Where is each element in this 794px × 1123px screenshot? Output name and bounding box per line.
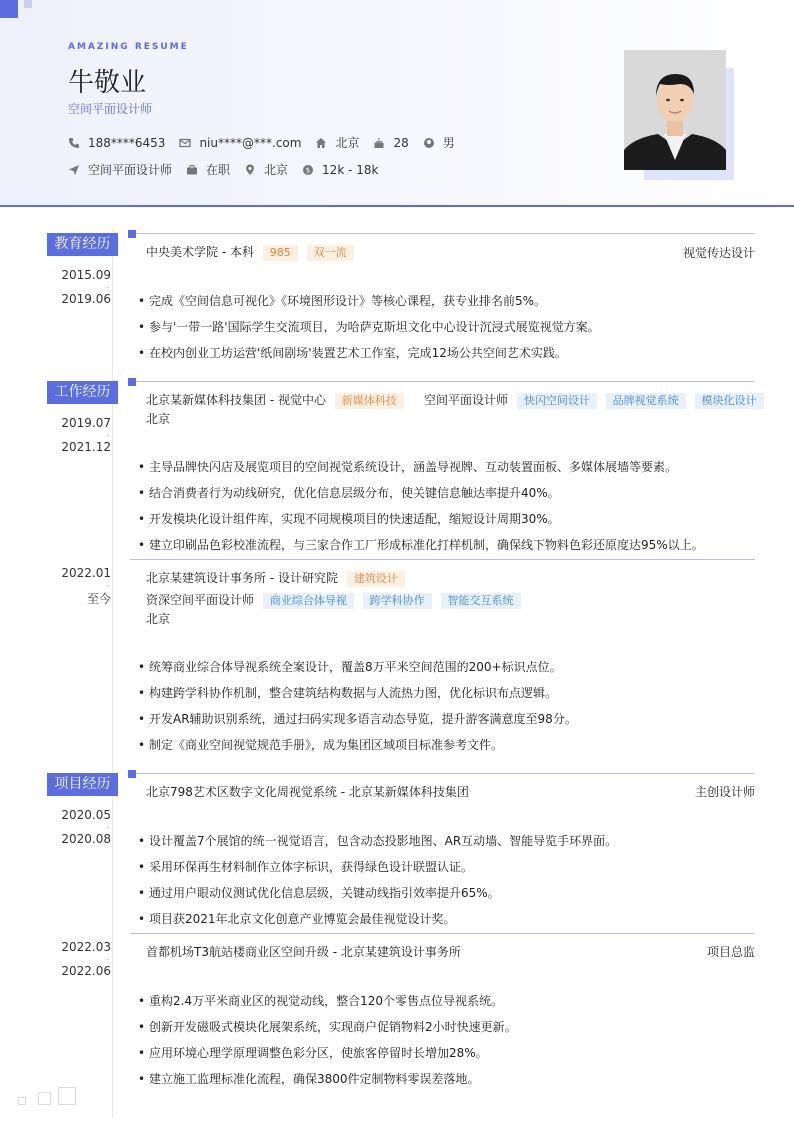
project-bullet: • 应用环境心理学原理调整色彩分区，使旅客停留时长增加28%。 xyxy=(138,1044,488,1061)
gender-icon xyxy=(423,137,435,149)
project-name: 北京798艺术区数字文化周视觉系统 - 北京某新媒体科技集团 xyxy=(146,785,469,799)
work-role-tag: 商业综合体导视 xyxy=(263,593,354,609)
item-divider xyxy=(130,559,755,560)
section-divider xyxy=(130,381,755,382)
city-text: 北京 xyxy=(335,136,360,150)
section-marker xyxy=(128,378,136,386)
age-text: 28 xyxy=(393,135,409,150)
work-company: 北京某新媒体科技集团 - 视觉中心 xyxy=(146,393,326,407)
brand-label: AMAZING RESUME xyxy=(68,42,189,52)
item-divider xyxy=(130,933,755,934)
edu-tag: 双一流 xyxy=(307,245,354,261)
edu-bullet: • 完成《空间信息可视化》《环境图形设计》等核心课程，获专业排名前5%。 xyxy=(138,292,546,309)
resume-header xyxy=(0,0,794,207)
project-bullet: • 创新开发磁吸式模块化展架系统，实现商户促销物料2小时快速更新。 xyxy=(138,1018,517,1035)
work-role-tag: 快闪空间设计 xyxy=(517,393,597,409)
work-start-date: 2019.07 xyxy=(61,416,111,430)
date-separator: - xyxy=(106,955,109,964)
corner-decoration-small xyxy=(24,0,32,8)
edu-major: 视觉传达设计 xyxy=(682,246,755,260)
work-role-line xyxy=(424,391,764,409)
intent-city-info xyxy=(244,161,288,178)
gender-info xyxy=(423,134,455,151)
section-marker xyxy=(128,230,136,238)
intent-job-text: 空间平面设计师 xyxy=(88,163,173,177)
project-bullet: • 通过用户眼动仪测试优化信息层级，关键动线指引效率提升65%。 xyxy=(138,884,500,901)
work-bullet: • 制定《商业空间视觉规范手册》，成为集团区域项目标准参考文件。 xyxy=(138,736,503,753)
work-bullet: • 建立印刷品色彩校准流程，与三家合作工厂形成标准化打样机制，确保线下物料色彩还原度达95%以上。 xyxy=(138,536,704,553)
edu-bullet: • 参与'一带一路'国际学生交流项目，为哈萨克斯坦文化中心设计沉浸式展览视觉方案。 xyxy=(138,318,600,335)
project-bullet: • 建立施工监理标准化流程，确保3800件定制物料零误差落地。 xyxy=(138,1070,480,1087)
intent-job-info xyxy=(68,161,172,178)
age-info xyxy=(373,136,408,150)
edu-school: 中央美术学院 - 本科 xyxy=(146,245,254,259)
project-bullet: • 采用环保再生材料制作立体字标识，获得绿色设计联盟认证。 xyxy=(138,858,473,875)
section-title-work: 工作经历 xyxy=(47,381,118,404)
city-info xyxy=(315,134,359,151)
work-role-tag: 模块化设计 xyxy=(695,393,764,409)
edu-end-date: 2019.06 xyxy=(61,292,111,306)
work-role-tag: 智能交互系统 xyxy=(441,593,521,609)
edu-start-date: 2015.09 xyxy=(61,268,111,282)
email-info xyxy=(179,136,301,150)
phone-info xyxy=(68,136,165,150)
project-bullet: • 重构2.4万平米商业区的视觉动线，整合120个零售点位导视系统。 xyxy=(138,992,503,1009)
work-role: 空间平面设计师 xyxy=(424,393,509,407)
home-icon xyxy=(315,137,327,149)
work-bullet: • 构建跨学科协作机制，整合建筑结构数据与人流热力图，优化标识布点逻辑。 xyxy=(138,684,557,701)
send-icon xyxy=(68,164,80,176)
section-title-projects: 项目经历 xyxy=(47,773,118,796)
work-bullet: • 主导品牌快闪店及展览项目的空间视觉系统设计，涵盖导视牌、互动装置面板、多媒体展墙等要素。 xyxy=(138,458,677,475)
footer-decoration xyxy=(38,1092,51,1105)
status-text: 在职 xyxy=(206,163,231,177)
email-text: niu****@***.com xyxy=(199,135,302,150)
work-bullet: • 结合消费者行为动线研究，优化信息层级分布，使关键信息触达率提升40%。 xyxy=(138,484,560,501)
work-start-date: 2022.01 xyxy=(61,566,111,580)
work-company-tag: 建筑设计 xyxy=(347,571,405,587)
portrait-image xyxy=(624,50,726,170)
work-bullet: • 开发模块化设计组件库，实现不同规模项目的快速适配，缩短设计周期30%。 xyxy=(138,510,560,527)
candidate-job-title: 空间平面设计师 xyxy=(68,102,153,116)
work-role: 资深空间平面设计师 xyxy=(146,593,255,607)
project-bullet: • 设计覆盖7个展馆的统一视觉语言，包含动态投影地图、AR互动墙、智能导览手环界面。 xyxy=(138,832,617,849)
project-start-date: 2020.05 xyxy=(61,808,111,822)
work-bullet: • 统筹商业综合体导视系统全案设计，覆盖8万平米空间范围的200+标识点位。 xyxy=(138,658,562,675)
work-company-line xyxy=(146,391,404,409)
project-name: 首都机场T3航站楼商业区空间升级 - 北京某建筑设计事务所 xyxy=(146,945,461,959)
contact-row xyxy=(68,134,469,151)
footer-decoration xyxy=(18,1097,26,1105)
work-role-line xyxy=(146,591,521,609)
footer-decoration xyxy=(58,1087,76,1105)
date-separator: - xyxy=(106,283,109,292)
phone-icon xyxy=(68,137,80,149)
intent-row xyxy=(68,161,392,178)
salary-info xyxy=(302,163,378,177)
corner-decoration xyxy=(0,0,18,18)
date-separator: - xyxy=(106,581,109,590)
project-role: 主创设计师 xyxy=(694,785,755,799)
project-bullet: • 项目获2021年北京文化创意产业博览会最佳视觉设计奖。 xyxy=(138,910,456,927)
project-role: 项目总监 xyxy=(706,945,755,959)
timeline-line xyxy=(112,228,113,1118)
svg-text:$: $ xyxy=(305,166,311,175)
project-end-date: 2020.08 xyxy=(61,832,111,846)
work-role-tag: 品牌视觉系统 xyxy=(606,393,686,409)
work-end-date: 2021.12 xyxy=(61,440,111,454)
work-company: 北京某建筑设计事务所 - 设计研究院 xyxy=(146,571,338,585)
section-divider xyxy=(130,773,755,774)
status-info xyxy=(186,161,230,178)
intent-city-text: 北京 xyxy=(264,163,289,177)
work-role-tag: 跨学科协作 xyxy=(363,593,432,609)
work-city: 北京 xyxy=(146,412,171,426)
briefcase-icon xyxy=(186,164,198,176)
work-company-tag: 新媒体科技 xyxy=(335,393,404,409)
money-icon xyxy=(302,164,314,176)
section-divider xyxy=(130,233,755,234)
salary-text: 12k - 18k xyxy=(322,162,379,177)
section-marker xyxy=(128,770,136,778)
edu-tag: 985 xyxy=(263,245,298,261)
gender-text: 男 xyxy=(442,136,455,150)
date-separator: - xyxy=(106,823,109,832)
phone-text: 188****6453 xyxy=(88,135,166,150)
work-company-line xyxy=(146,569,405,587)
candidate-name: 牛敬业 xyxy=(68,68,147,98)
edu-school-line xyxy=(146,243,354,261)
work-city: 北京 xyxy=(146,612,171,626)
work-end-date: 至今 xyxy=(86,592,111,606)
project-end-date: 2022.06 xyxy=(61,964,111,978)
date-separator: - xyxy=(106,431,109,440)
cake-icon xyxy=(373,137,385,149)
location-icon xyxy=(244,164,256,176)
section-title-education: 教育经历 xyxy=(47,233,118,256)
mail-icon xyxy=(179,137,191,149)
project-start-date: 2022.03 xyxy=(61,940,111,954)
profile-photo xyxy=(624,50,726,170)
edu-bullet: • 在校内创业工坊运营'纸间剧场'装置艺术工作室，完成12场公共空间艺术实践。 xyxy=(138,344,567,361)
work-bullet: • 开发AR辅助识别系统，通过扫码实现多语言动态导览，提升游客满意度至98分。 xyxy=(138,710,577,727)
